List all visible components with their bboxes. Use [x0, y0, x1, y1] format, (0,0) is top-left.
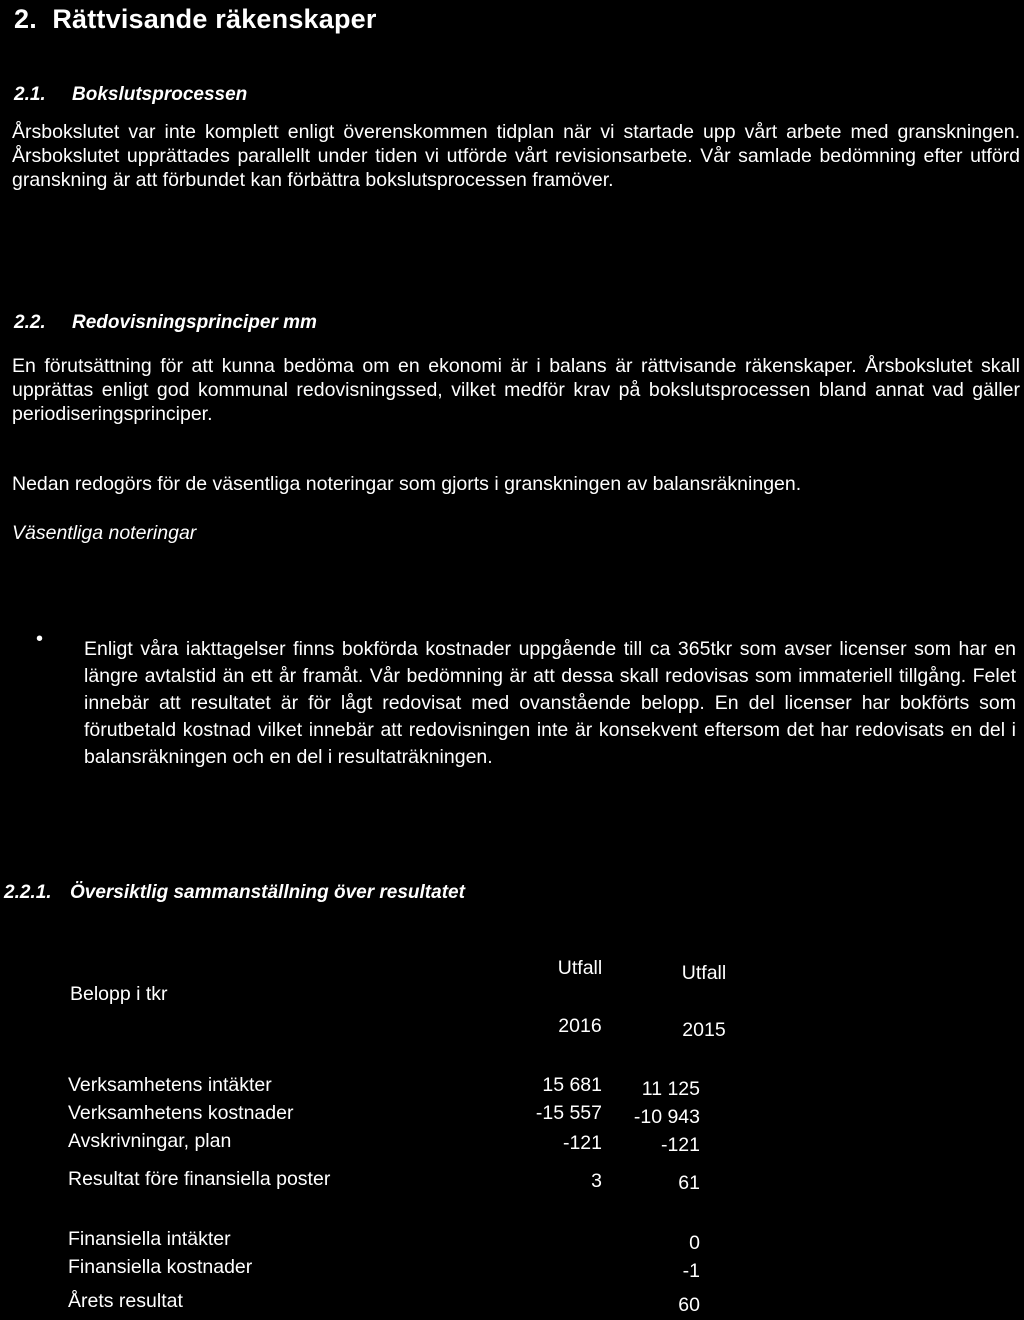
row-label: Finansiella intäkter	[68, 1228, 231, 1250]
value-2016	[508, 1202, 602, 1256]
value-2015: 0	[689, 1232, 700, 1254]
row-label: Resultat före finansiella poster	[68, 1168, 331, 1190]
value-2016: 15 681	[542, 1074, 602, 1096]
noteringar-intro: Nedan redogörs för de väsentliga noteringar som gjorts i granskningen av balansräkningen.	[12, 473, 802, 495]
col-header-2016: Utfall	[557, 957, 603, 979]
value-2015: -1	[682, 1260, 700, 1282]
table-row	[68, 1158, 700, 1202]
value-2015: 60	[678, 1294, 700, 1316]
section-number: 2.	[14, 4, 37, 34]
bullet-icon: •	[36, 628, 44, 650]
value-2015: 11 125	[641, 1078, 700, 1100]
col-year-2015: 2015	[682, 1019, 726, 1041]
subsection-heading-sammanstallning	[4, 882, 465, 904]
value-2015: 61	[678, 1172, 700, 1194]
value-2016: -15 557	[535, 1102, 602, 1124]
bokslut-paragraph: Årsbokslutet var inte komplett enligt överenskommen tidplan när vi startade upp vårt arbete med granskningen. Årsbokslutet upprättades parallellt under tiden vi utförde vårt revisionsarbete. Vår samlade bedömning efter utförd granskning är att förbundet kan förbättra bokslutsprocessen framöver.	[12, 121, 1020, 191]
bullet-item: Enligt våra iakttagelser finns bokförda kostnader uppgående till ca 365tkr som avser licenser som har en längre avtalstid än ett år framåt. Vår bedömning är att dessa skall redovisas som immateriell tillgång. Felet innebär att resultatet är för lågt redovisat med ovanstående belopp. En del licenser har bokförts som förutbetald kostnad vilket innebär att redovisningen inte är konsekvent eftersom det har redovisats en del i balansräkningen och en del i resultaträkningen.	[84, 638, 1016, 768]
subsection-heading-principer	[14, 312, 317, 334]
value-2016: 3	[591, 1170, 602, 1192]
subsection-heading-bokslut	[14, 84, 247, 106]
subsection-title: Bokslutsprocessen	[72, 84, 248, 105]
row-label: Avskrivningar, plan	[68, 1130, 232, 1152]
table-row	[68, 1074, 700, 1102]
principer-paragraph: En förutsättning för att kunna bedöma om en ekonomi är i balans är rättvisande räkenskaper. Årsbokslutet skall upprättas enligt god kommunal redovisningssed, vilket medför krav på bokslutsprocessen bland annat vad gäller periodiseringsprinciper.	[12, 355, 1020, 425]
section-title: Rättvisande räkenskaper	[52, 4, 377, 34]
table-row	[68, 1256, 700, 1284]
section-heading	[14, 4, 377, 35]
row-label: Verksamhetens intäkter	[68, 1074, 272, 1096]
table-row	[68, 1130, 700, 1158]
value-2015: -10 943	[633, 1106, 700, 1128]
table-row	[68, 1202, 700, 1256]
subsection-number: 2.2.1.	[4, 882, 52, 903]
results-table	[68, 1074, 700, 1318]
col-header-2015: Utfall	[681, 962, 727, 984]
value-2016: -121	[562, 1132, 602, 1154]
subsection-title: Översiktlig sammanställning över resultatet	[70, 882, 465, 903]
subsection-number: 2.2.	[14, 312, 46, 333]
value-2016	[508, 1284, 602, 1318]
noteringar-heading: Väsentliga noteringar	[12, 522, 197, 544]
row-label: Årets resultat	[68, 1290, 183, 1312]
subsection-title: Redovisningsprinciper mm	[72, 312, 317, 333]
subsection-number: 2.1.	[14, 84, 46, 105]
value-2015: -121	[660, 1134, 700, 1156]
row-label: Finansiella kostnader	[68, 1256, 253, 1278]
col-year-2016: 2016	[558, 1015, 602, 1037]
value-2016	[508, 1256, 602, 1284]
table-row	[68, 1284, 700, 1318]
table-row	[68, 1102, 700, 1130]
table-label-header: Belopp i tkr	[70, 983, 168, 1005]
row-label: Verksamhetens kostnader	[68, 1102, 294, 1124]
